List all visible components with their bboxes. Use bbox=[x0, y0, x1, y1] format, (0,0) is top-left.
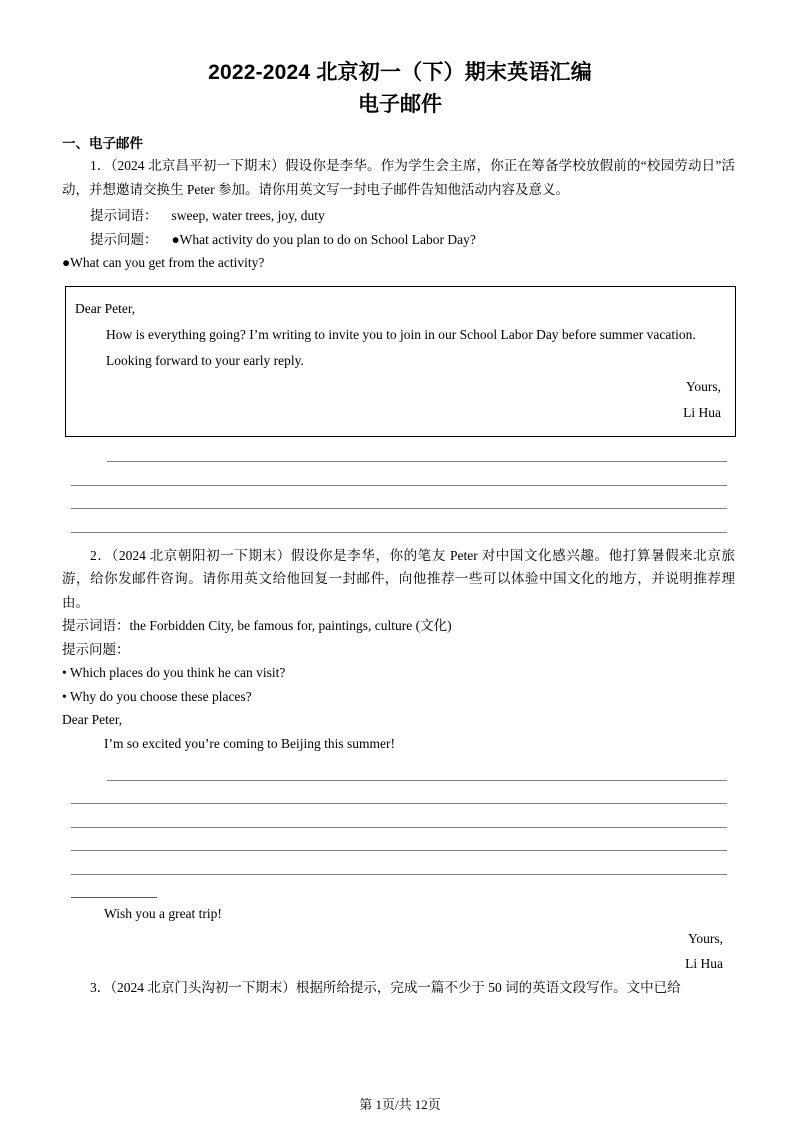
question-2-hint-question-2: • Why do you choose these places? bbox=[62, 688, 252, 704]
hint-words-label: 提示词语： bbox=[90, 208, 158, 223]
question-1-answer-lines[interactable] bbox=[62, 443, 735, 537]
letter-signature: Li Hua bbox=[683, 404, 721, 420]
question-2-answer-lines[interactable] bbox=[62, 761, 735, 902]
letter-sign-off: Yours, bbox=[685, 378, 721, 394]
question-2-prompt: 2．（2024 北京朝阳初一下期末）假设你是李华，你的笔友 Peter 对中国文化感兴趣。他打算暑假来北京旅游，给你发邮件咨询。请你用英文给他回复一封邮件，向他推荐一些可以体验中国文化的地方，并说明推荐理由。 bbox=[62, 547, 735, 610]
answer-line[interactable] bbox=[62, 466, 735, 490]
letter-closing-line: Looking forward to your early reply. bbox=[106, 352, 304, 368]
answer-line[interactable] bbox=[62, 808, 735, 832]
question-1-letter-box bbox=[65, 286, 736, 437]
hint-words-value: sweep, water trees, joy, duty bbox=[171, 208, 325, 223]
letter-greeting: Dear Peter, bbox=[75, 300, 136, 316]
question-1-prompt: 1．（2024 北京昌平初一下期末）假设你是李华。作为学生会主席，你正在筹备学校放假前的“校园劳动日”活动，并想邀请交换生 Peter 参加。请你用英文写一封电子邮件告知他活动内容及意义。 bbox=[62, 158, 735, 197]
document-body bbox=[0, 134, 800, 999]
answer-line[interactable] bbox=[62, 513, 735, 537]
answer-line[interactable] bbox=[62, 490, 735, 514]
question-2-hint-questions-label: 提示问题： bbox=[62, 641, 130, 657]
question-2-sign-off: Yours, bbox=[687, 930, 723, 946]
answer-line[interactable] bbox=[62, 785, 735, 809]
page-subtitle: 电子邮件 bbox=[358, 93, 442, 116]
section-heading: 一、电子邮件 bbox=[62, 136, 143, 151]
question-2-opening: I’m so excited you’re coming to Beijing this summer! bbox=[104, 735, 395, 751]
question-3-prompt: 3．（2024 北京门头沟初一下期末）根据所给提示，完成一篇不少于 50 词的英语文段写作。文中已给 bbox=[90, 979, 681, 995]
answer-line[interactable] bbox=[62, 855, 735, 879]
question-2-greeting: Dear Peter, bbox=[62, 712, 123, 727]
question-2 bbox=[62, 544, 735, 976]
letter-body: How is everything going? I’m writing to invite you to join in our School Labor Day before summer vacation. bbox=[106, 326, 696, 342]
question-3 bbox=[62, 976, 735, 1000]
answer-line[interactable] bbox=[62, 443, 735, 467]
question-1 bbox=[62, 154, 735, 537]
answer-line[interactable] bbox=[62, 761, 735, 785]
question-1-hint-questions bbox=[62, 228, 735, 252]
question-2-wish: Wish you a great trip! bbox=[104, 906, 222, 921]
answer-line[interactable] bbox=[62, 832, 735, 856]
hint-words-label: 提示词语： bbox=[62, 618, 130, 633]
question-2-hint-words bbox=[62, 614, 735, 638]
question-1-hint-question-2: ●What can you get from the activity? bbox=[62, 255, 265, 270]
page-footer: 第 1页/共 12页 bbox=[359, 1097, 441, 1112]
question-1-hint-words bbox=[62, 204, 735, 228]
question-2-signature: Li Hua bbox=[685, 955, 723, 971]
hint-questions-label: 提示问题： bbox=[90, 231, 158, 247]
hint-question-item: ●What activity do you plan to do on School Labor Day? bbox=[171, 231, 476, 247]
answer-line-short[interactable] bbox=[62, 879, 735, 903]
question-2-hint-question-1: • Which places do you think he can visit? bbox=[62, 665, 286, 680]
page-title: 2022-2024 北京初一（下）期末英语汇编 bbox=[208, 61, 592, 84]
hint-words-value: the Forbidden City, be famous for, paintings, culture (文化) bbox=[129, 618, 452, 633]
